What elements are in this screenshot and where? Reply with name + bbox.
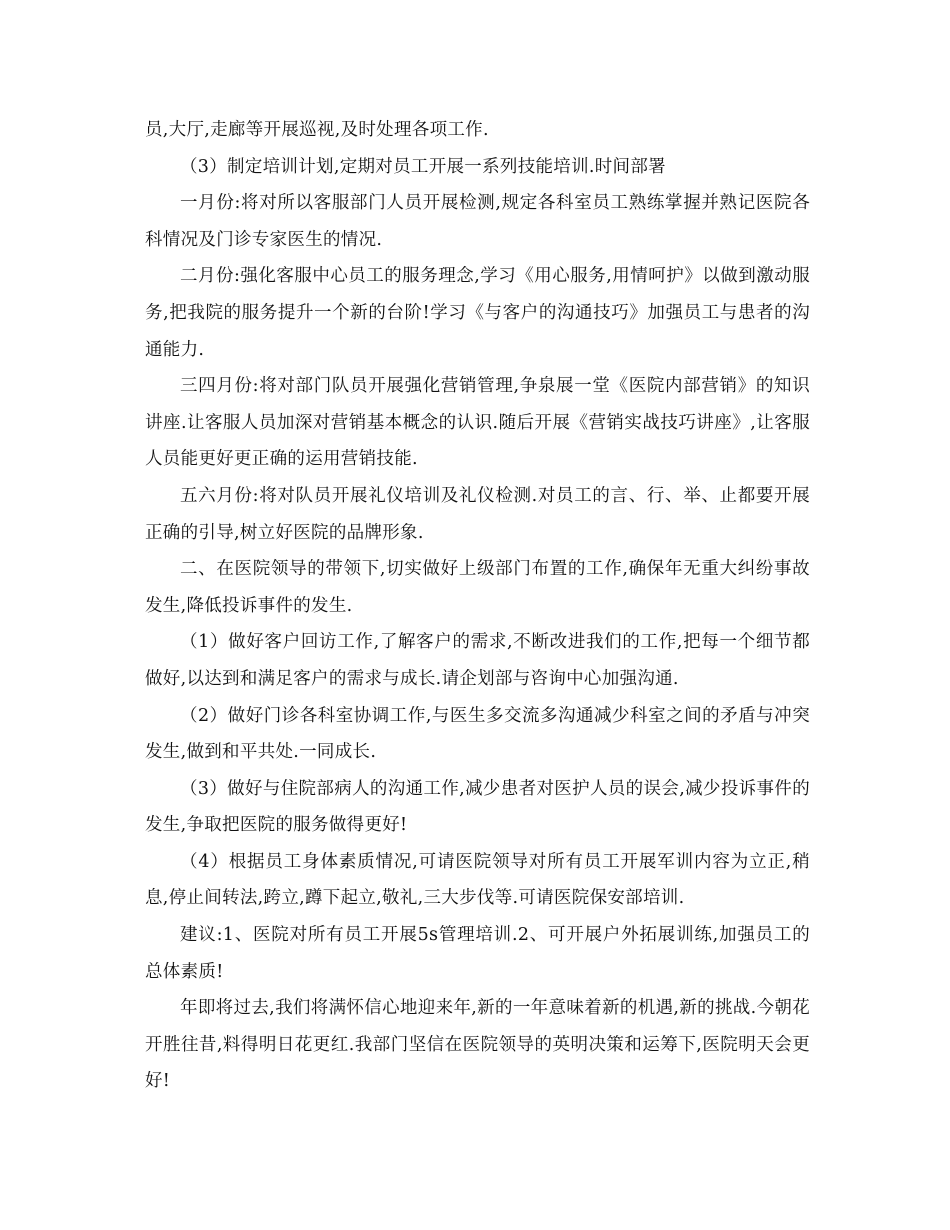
paragraph-suggestion: 建议:1、医院对所有员工开展5s管理培训.2、可开展户外拓展训练,加强员工的总体素质!: [145, 925, 810, 982]
paragraph-continuation: 员,大厅,走廊等开展巡视,及时处理各项工作.: [145, 120, 489, 140]
paragraph-item-3: （3）做好与住院部病人的沟通工作,减少患者对医护人员的误会,减少投诉事件的发生,争取把医院的服务做得更好!: [145, 778, 810, 836]
paragraph-march-april: 三四月份:将对部门队员开展强化营销管理,争泉展一堂《医院内部营销》的知识讲座.让客服人员加深对营销基本概念的认识.随后开展《营销实战技巧讲座》,让客服人员能更好更正确的运用营销技能.: [145, 376, 810, 470]
paragraph-section-two: 二、在医院领导的带领下,切实做好上级部门布置的工作,确保年无重大纠纷事故发生,降低投诉事件的发生.: [145, 559, 810, 616]
paragraph-item-1: （1）做好客户回访工作,了解客户的需求,不断改进我们的工作,把每一个细节都做好,以达到和满足客户的需求与成长.请企划部与咨询中心加强沟通.: [145, 632, 810, 689]
paragraph-training-plan: （3）制定培训计划,定期对员工开展一系列技能培训.时间部署: [180, 156, 666, 177]
paragraph-item-2: （2）做好门诊各科室协调工作,与医生多交流多沟通减少科室之间的矛盾与冲突发生,做到和平共处.一同成长.: [145, 705, 810, 763]
paragraph-may-june: 五六月份:将对队员开展礼仪培训及礼仪检测.对员工的言、行、举、止都要开展正确的引导,树立好医院的品牌形象.: [145, 485, 810, 543]
paragraph-closing: 年即将过去,我们将满怀信心地迎来年,新的一年意味着新的机遇,新的挑战.今朝花开胜往昔,料得明日花更红.我部门坚信在医院领导的英明决策和运筹下,医院明天会更好!: [145, 998, 810, 1092]
document-body: [145, 112, 810, 1100]
paragraph-item-4: （4）根据员工身体素质情况,可请医院领导对所有员工开展军训内容为立正,稍息,停止间转法,跨立,蹲下起立,敬礼,三大步伐等.可请医院保安部培训.: [145, 851, 810, 909]
paragraph-january: 一月份:将对所以客服部门人员开展检测,规定各科室员工熟练掌握并熟记医院各科情况及门诊专家医生的情况.: [145, 193, 810, 250]
paragraph-february: 二月份:强化客服中心员工的服务理念,学习《用心服务,用情呵护》以做到激动服务,把我院的服务提升一个新的台阶!学习《与客户的沟通技巧》加强员工与患者的沟通能力.: [145, 266, 810, 360]
